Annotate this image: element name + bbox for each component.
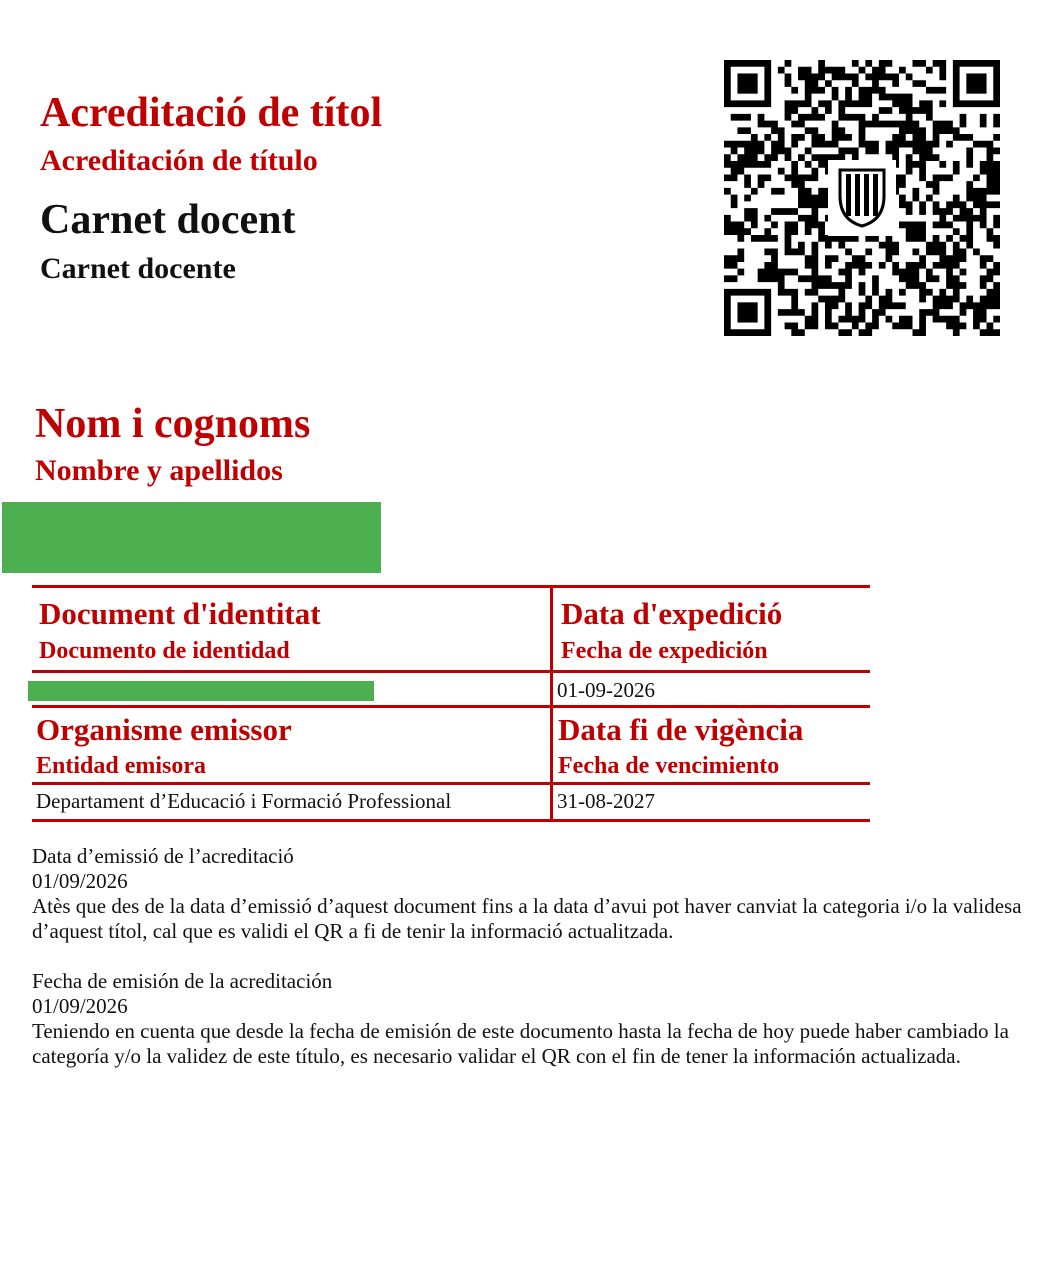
table-column-divider <box>550 673 553 705</box>
redacted-name <box>2 502 381 573</box>
table-column-divider <box>550 785 553 819</box>
note-heading-catalan: Data d’emissió de l’acreditació <box>32 844 294 868</box>
title-catalan: Acreditació de títol <box>40 90 383 136</box>
table-divider <box>32 782 870 785</box>
subtitle-spanish: Carnet docente <box>40 252 236 285</box>
table-border-bottom <box>32 819 870 822</box>
id-doc-label-spanish: Documento de identidad <box>39 638 290 664</box>
note-text-spanish: Teniendo en cuenta que desde la fecha de emisión de este documento hasta la fecha de hoy puede haber cambiado la categoría y/o la validez de este título, es necesario validar el QR con el fin de tener la información actualizada. <box>32 1019 1009 1068</box>
issuer-label-catalan: Organisme emissor <box>36 712 292 747</box>
note-date-spanish: 01/09/2026 <box>32 994 128 1018</box>
id-doc-label-catalan: Document d'identitat <box>39 596 321 631</box>
name-label-spanish: Nombre y apellidos <box>35 454 283 487</box>
table-divider <box>32 705 870 708</box>
note-text-catalan: Atès que des de la data d’emissió d’aquest document fins a la data d’avui pot haver canviat la categoria i/o la validesa d’aquest títol, cal que es validi el QR a fi de tenir la informació actualitzada. <box>32 894 1022 943</box>
issue-date-label-catalan: Data d'expedició <box>561 596 783 631</box>
redacted-id-number <box>28 681 374 701</box>
table-divider <box>32 670 870 673</box>
note-date-catalan: 01/09/2026 <box>32 869 128 893</box>
note-heading-spanish: Fecha de emisión de la acreditación <box>32 969 333 993</box>
table-column-divider <box>550 588 553 670</box>
expiry-label-catalan: Data fi de vigència <box>558 712 804 747</box>
issuer-value: Departament d’Educació i Formació Professional <box>36 789 452 813</box>
table-border-top <box>32 585 870 588</box>
qr-code-icon[interactable] <box>724 60 1000 336</box>
issue-date-label-spanish: Fecha de expedición <box>561 638 768 664</box>
issuer-label-spanish: Entidad emisora <box>36 753 207 779</box>
issue-date-value: 01-09-2026 <box>557 678 655 702</box>
notes-section <box>32 844 1022 1069</box>
name-label-catalan: Nom i cognoms <box>35 401 311 447</box>
subtitle-catalan: Carnet docent <box>40 197 296 243</box>
title-spanish: Acreditación de título <box>40 144 318 177</box>
expiry-value: 31-08-2027 <box>557 789 655 813</box>
expiry-label-spanish: Fecha de vencimiento <box>558 753 780 779</box>
table-column-divider <box>550 708 553 782</box>
